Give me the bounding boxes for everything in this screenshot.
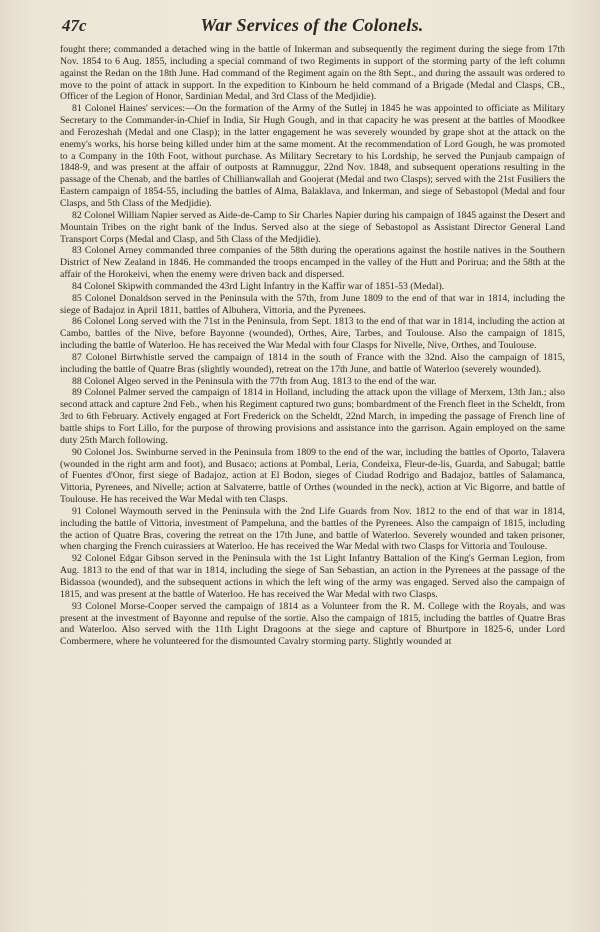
paragraph-continued: fought there; commanded a detached wing in the battle of Inkerman and subsequently the regiment during the siege from 17th Nov. 1854 to 6 Aug. 1855, including a special command of two Regiments in support of the storming party of the left column against the Redan on the 18th June. Had command of the Regiment again on the 8th Sept., and during the assault was ordered to move to the point of attack in support. In the expedition to Kinbourn he held command of a Brigade (Medal and Clasps, CB., Officer of the Legion of Honor, Sardinian Medal, and 3rd Class of the Medjidie). — [60, 44, 565, 103]
entry-85: 85 Colonel Donaldson served in the Peninsula with the 57th, from June 1809 to the end of that war in 1814, including the siege of Badajoz in April 1811, battles of Albuhera, Vittoria, and the Pyrenees. — [60, 292, 565, 316]
entry-84: 84 Colonel Skipwith commanded the 43rd Light Infantry in the Kaffir war of 1851-53 (Medal). — [72, 280, 445, 292]
running-title: War Services of the Colonels. — [200, 15, 424, 35]
entry-90: 90 Colonel Jos. Swinburne served in the Peninsula from 1809 to the end of the war, including the battles of Oporto, Talavera (wounded in the right arm and foot), and Busaco; actions at Pombal, Leria, Condeixa, Fleur-de-lis, Guarda, and Sabugal; battle of Fuentes d'Onor, first siege of Badajoz, action at El Bodon, sieges of Ciudad Rodrigo and Badajoz, battles of Salamanca, Vittoria, Pyrenees, and Nivelle; action at Salvaterre, battle of Orthes (wounded in the neck), action at Vic Bigorre, and battle of Toulouse. He has received the War Medal with ten Clasps. — [60, 446, 565, 506]
entry-83: 83 Colonel Arney commanded three companies of the 58th during the operations against the hostile natives in the Southern District of New Zealand in 1846. He commanded the troops encamped in the valley of the Hutt and Porirua; and the 58th at the affair of the Horokeivi, when the enemy were driven back and dispersed. — [60, 245, 565, 281]
entry-88: 88 Colonel Algeo served in the Peninsula with the 77th from Aug. 1813 to the end of the war. — [72, 375, 437, 387]
entry-91: 91 Colonel Waymouth served in the Peninsula with the 2nd Life Guards from Nov. 1812 to the end of that war in 1814, including the battle of Vittoria, investment of Pampeluna, and the battles of the Pyrenees. Also the campaign of 1815, including the action of Quatre Bras, covering the retreat on the 17th June, and battle of Waterloo. Severely wounded and taken prisoner, when charging the French cuirassiers at Waterloo. He has received the War Medal with two Clasps for Vittoria and Toulouse. — [60, 505, 565, 553]
entry-87: 87 Colonel Birtwhistle served the campaign of 1814 in the south of France with the 32nd. Also the campaign of 1815, including the battle of Quatre Bras (slightly wounded), retreat on the 17th June, and battle of Waterloo (severely wounded). — [60, 351, 565, 375]
entry-86: 86 Colonel Long served with the 71st in the Peninsula, from Sept. 1813 to the end of that war in 1814, including the action at Cambo, battles of the Nive, before Bayonne (wounded), Orthes, Aire, Tarbes, and Toulouse. Also the campaign of 1815, including the battle of Waterloo. He has received the War Medal with four Clasps for Nivelle, Nive, Orthes, and Toulouse. — [60, 316, 565, 352]
entry-81: 81 Colonel Haines' services:—On the formation of the Army of the Sutlej in 1845 he was appointed to officiate as Military Secretary to the Commander-in-Chief in India, Sir Hugh Gough, and in that capacity he was present at the battles of Moodkee and Ferozeshah (Medal and one Clasp); in the latter engagement he was severely wounded by grape shot at the attack on the enemy's works, his horse being killed under him at the same moment. At the recommendation of Lord Gough, he was promoted to a Company in the 10th Foot, without purchase. As Military Secretary to his Lordship, he served the Punjaub campaign of 1848-9, and was present at the affair of outposts at Ramnuggur, 22nd Nov. 1848, and subsequent operations resulting in the passage of the Chenab, and the battles of Chillianwallah and Goojerat (Medal and two Clasps); served with the 21st Fusiliers the Eastern campaign of 1854-55, including the battles of Alma, Balaklava, and Inkerman, and siege of Sebastopol (Medal and four Clasps, and 5th Class of the Medjidie). — [60, 103, 565, 209]
page-number: 47c — [62, 16, 87, 35]
page-body — [60, 44, 565, 922]
entry-89: 89 Colonel Palmer served the campaign of 1814 in Holland, including the attack upon the village of Merxem, 13th Jan.; also second attack and capture 2nd Feb., when his Regiment captured two guns; bombardment of the French fleet in the Scheldt, from 3rd to 6th February. Actively engaged at Fort Frederick on the Scheldt, 22nd March, in impeding the passage of French line of battle ships to Fort Lillo, for the purpose of throwing provisions and assistance into the garrison. Again employed on the same duty 25th March following. — [60, 387, 565, 446]
entry-92: 92 Colonel Edgar Gibson served in the Peninsula with the 1st Light Infantry Battalion of the King's German Legion, from Aug. 1813 to the end of that war in 1814, including the siege of San Sebastian, an action in the Pyrenees at the passage of the Bidassoa (wounded), and the subsequent actions in which the left wing of the army was engaged. Served also the campaign of 1815, and was present at the battle of Waterloo. He has received the War Medal with two Clasps. — [60, 553, 565, 600]
entry-82: 82 Colonel William Napier served as Aide-de-Camp to Sir Charles Napier during his campaign of 1845 against the Desert and Mountain Tribes on the right bank of the Indus. Served also at the siege of Sebastopol as Assistant Director General Land Transport Corps (Medal and Clasp, and 5th Class of the Medjidie). — [60, 209, 565, 245]
page-header — [62, 14, 562, 40]
entry-93: 93 Colonel Morse-Cooper served the campaign of 1814 as a Volunteer from the R. M. College with the Royals, and was present at the investment of Bayonne and repulse of the sortie. Also the campaign of 1815, including the battles of Quatre Bras and Waterloo. Also served with the 11th Light Dragoons at the siege and capture of Bhurtpore in 1825-6, under Lord Combermere, where he volunteered for the dismounted Cavalry storming party. Slightly wounded at — [60, 600, 565, 648]
